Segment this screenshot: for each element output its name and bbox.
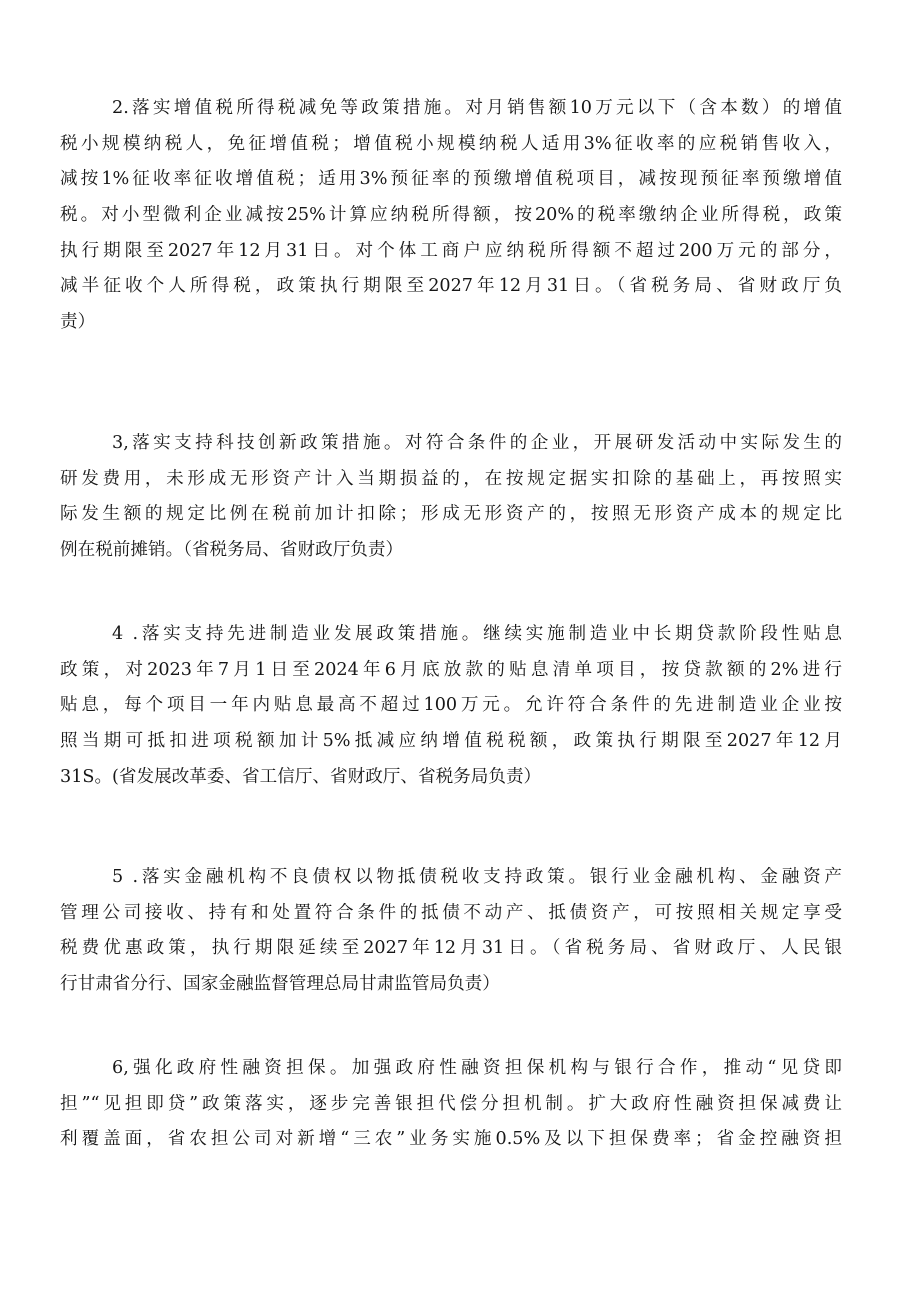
text-line: 31S。(省发展改革委、省工信厅、省财政厅、省税务局负责） bbox=[60, 766, 542, 787]
text-line: 利覆盖面，省农担公司对新增“三农”业务实施0.5%及以下担保费率；省金控融资担 bbox=[60, 1129, 842, 1150]
paragraph-item-4 bbox=[60, 617, 842, 795]
text-line: 减按1%征收率征收增值税；适用3%预征率的预缴增值税项目，减按现预征率预缴增值 bbox=[60, 169, 842, 190]
paragraph-item-2 bbox=[60, 91, 842, 341]
text-line: 减半征收个人所得税，政策执行期限至2027年12月31日。（省税务局、省财政厅负 bbox=[60, 276, 842, 297]
text-line: 例在税前摊销。（省税务局、省财政厅负责） bbox=[60, 540, 404, 561]
text-line: 税费优惠政策，执行期限延续至2027年12月31日。（省税务局、省财政厅、人民银 bbox=[60, 938, 842, 959]
text-line: 贴息，每个项目一年内贴息最高不超过100万元。允许符合条件的先进制造业企业按 bbox=[60, 695, 842, 716]
paragraph-item-6 bbox=[60, 1051, 842, 1158]
text-line: 税小规模纳税人，免征增值税；增值税小规模纳税人适用3%征收率的应税销售收入， bbox=[60, 133, 842, 154]
text-line: 6,强化政府性融资担保。加强政府性融资担保机构与银行合作，推动“见贷即 bbox=[112, 1058, 842, 1078]
text-line: 管理公司接收、持有和处置符合条件的抵债不动产、抵债资产，可按照相关规定享受 bbox=[60, 902, 842, 923]
text-line: 2.落实增值税所得税减免等政策措施。对月销售额10万元以下（含本数）的增值 bbox=[112, 98, 842, 118]
text-line: 4 .落实支持先进制造业发展政策措施。继续实施制造业中长期贷款阶段性贴息 bbox=[112, 624, 842, 644]
text-line: 3,落实支持科技创新政策措施。对符合条件的企业，开展研发活动中实际发生的 bbox=[112, 433, 842, 453]
text-line: 政策，对2023年7月1日至2024年6月底放款的贴息清单项目，按贷款额的2%进行 bbox=[60, 659, 842, 680]
text-line: 研发费用，未形成无形资产计入当期损益的，在按规定据实扣除的基础上，再按照实 bbox=[60, 468, 842, 489]
text-line: 5 .落实金融机构不良债权以物抵债税收支持政策。银行业金融机构、金融资产 bbox=[112, 867, 842, 887]
paragraph-item-3 bbox=[60, 426, 842, 569]
text-line: 行甘肃省分行、国家金融监督管理总局甘肃监管局负责） bbox=[60, 974, 500, 995]
text-line: 际发生额的规定比例在税前加计扣除；形成无形资产的，按照无形资产成本的规定比 bbox=[60, 504, 842, 525]
paragraph-item-5 bbox=[60, 860, 842, 1003]
text-line: 照当期可抵扣进项税额加计5%抵减应纳增值税税额，政策执行期限至2027年12月 bbox=[60, 731, 842, 752]
text-line: 责） bbox=[60, 312, 96, 333]
text-line: 税。对小型微利企业减按25%计算应纳税所得额，按20%的税率缴纳企业所得税，政策 bbox=[60, 205, 842, 226]
text-line: 担”“见担即贷”政策落实，逐步完善银担代偿分担机制。扩大政府性融资担保减费让 bbox=[60, 1093, 842, 1114]
text-line: 执行期限至2027年12月31日。对个体工商户应纳税所得额不超过200万元的部分， bbox=[60, 240, 842, 261]
